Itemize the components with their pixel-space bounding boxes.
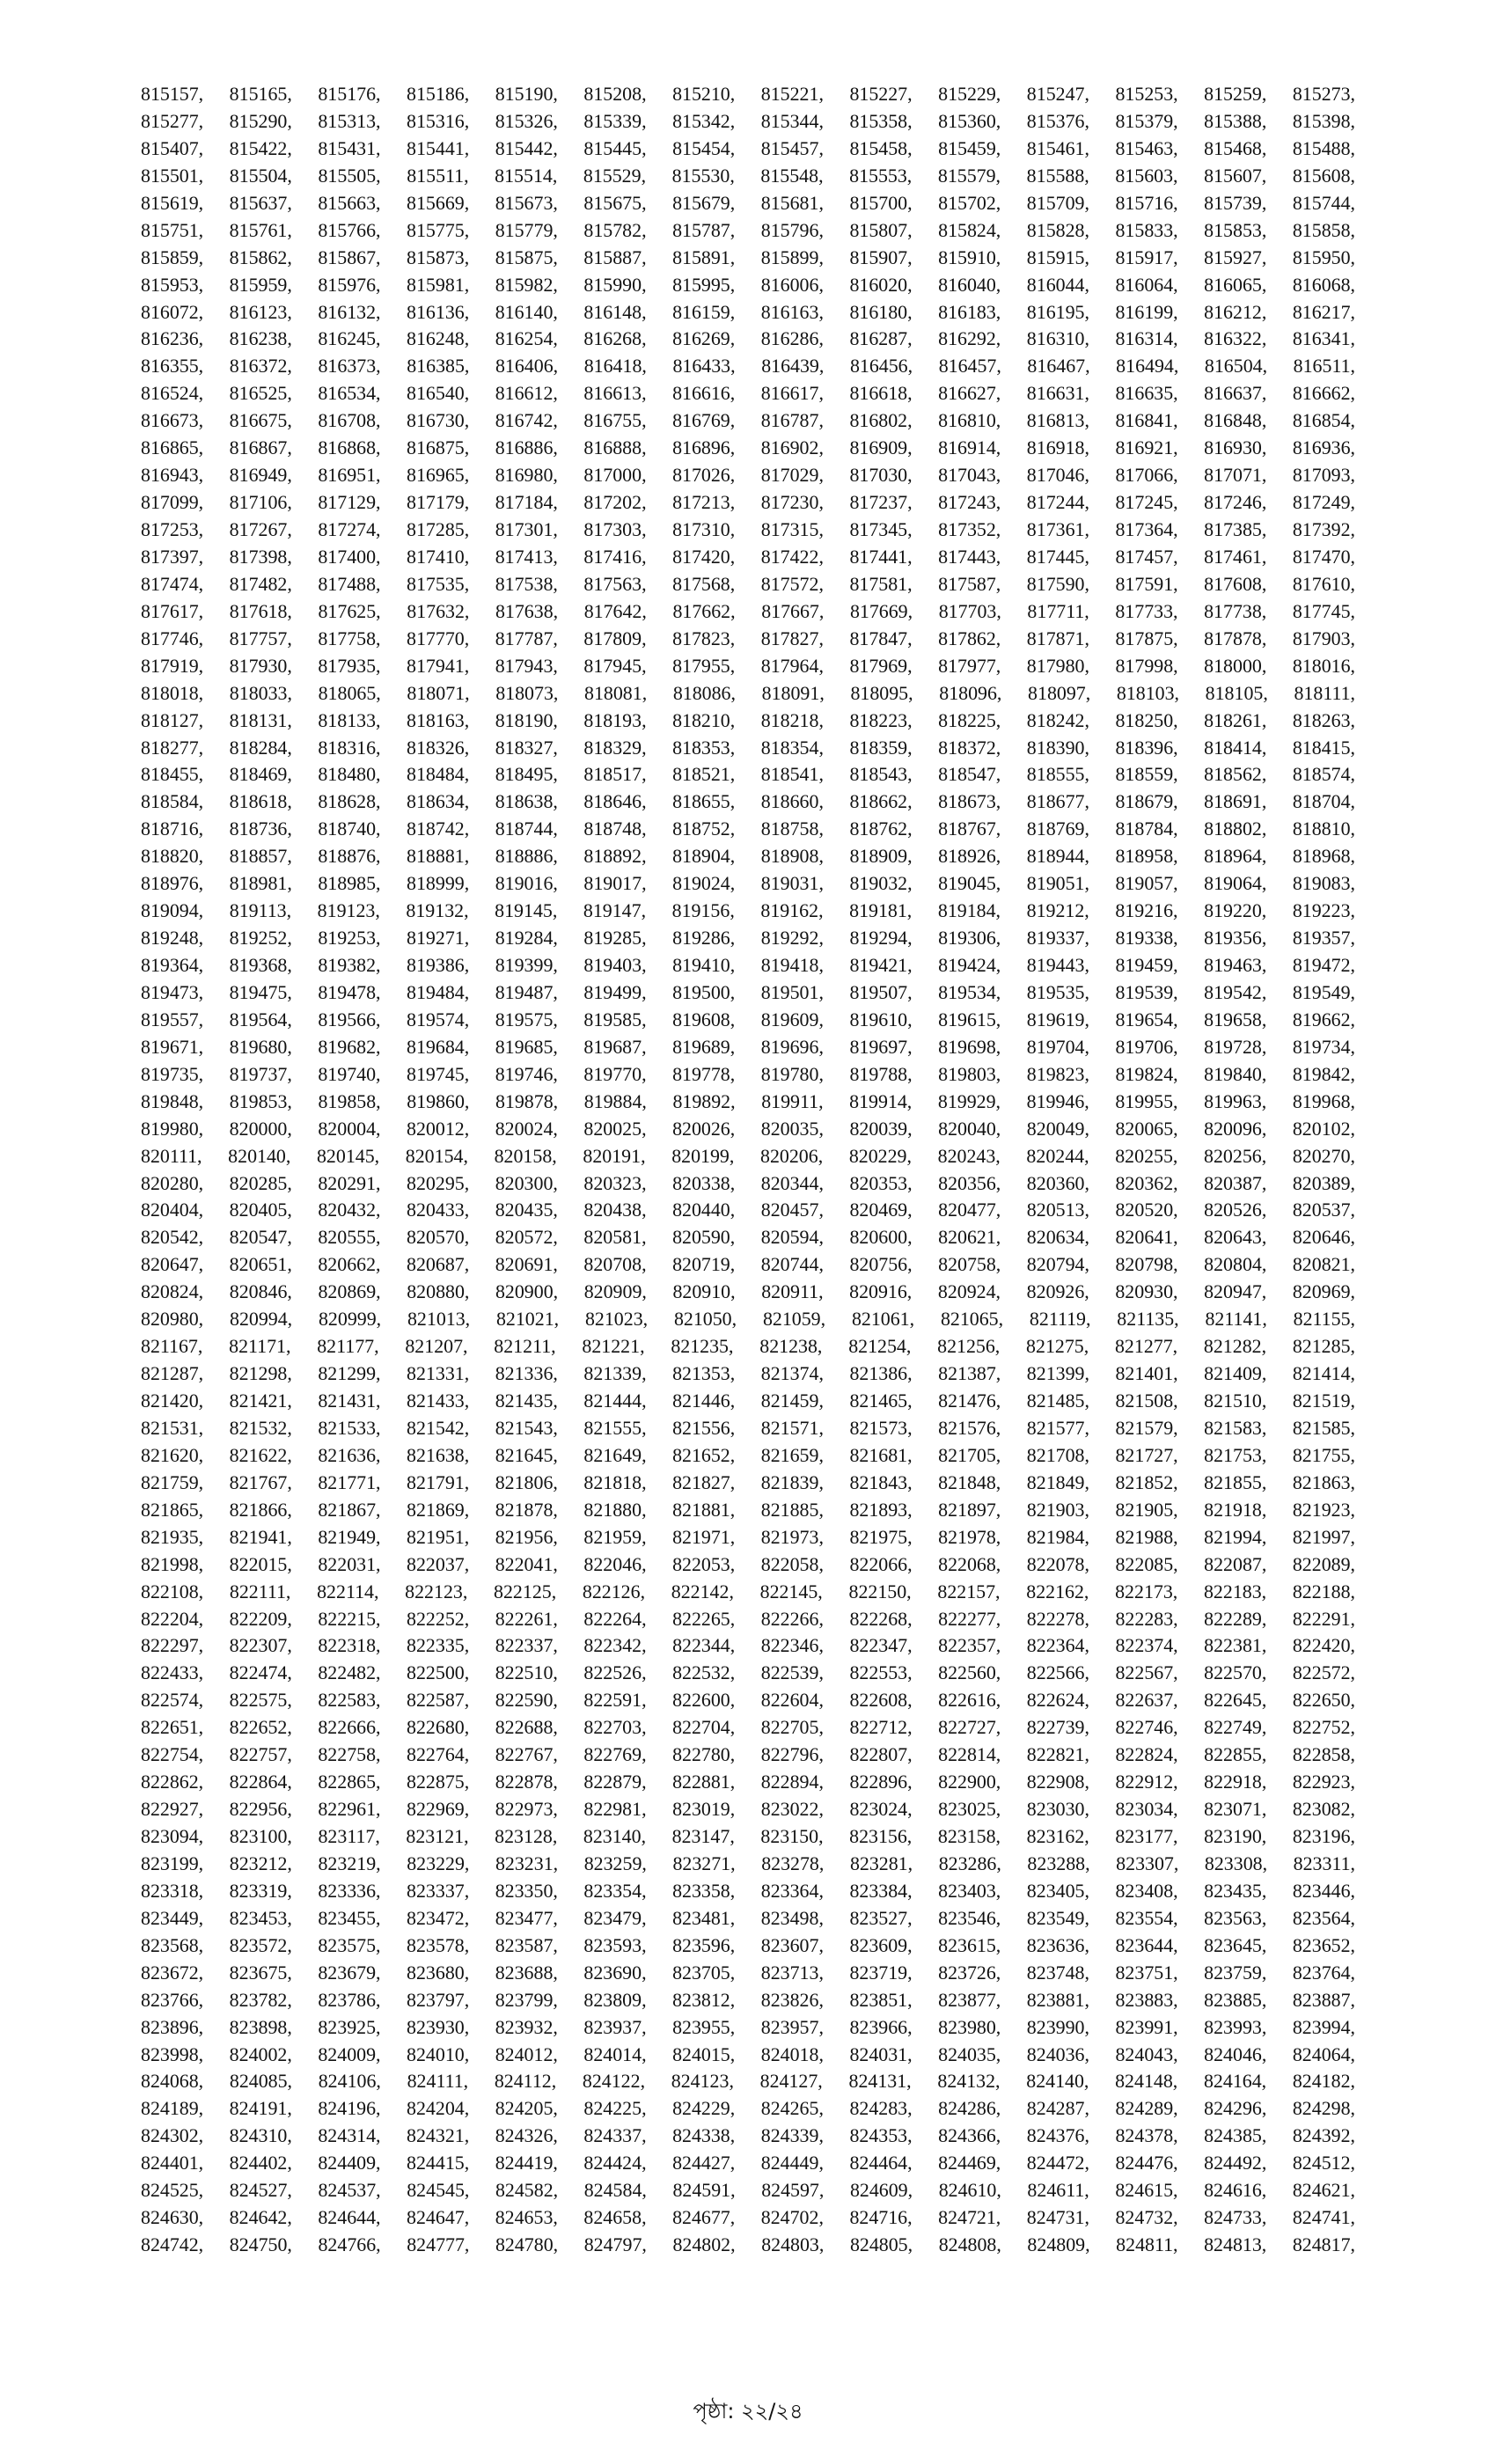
number-line: 815277, 815290, 815313, 815316, 815326, 815339, 815342, 815344, 815358, 815360, 815376, 815379, 815388, 815398, bbox=[141, 109, 1355, 132]
number-line: 821865, 821866, 821867, 821869, 821878, 821880, 821881, 821885, 821893, 821897, 821903, 821905, 821918, 821923, bbox=[141, 1498, 1355, 1521]
number-line: 822862, 822864, 822865, 822875, 822878, 822879, 822881, 822894, 822896, 822900, 822908, 822912, 822918, 822923, bbox=[141, 1771, 1355, 1793]
number-line: 818018, 818033, 818065, 818071, 818073, 818081, 818086, 818091, 818095, 818096, 818097, 818103, 818105, 818111, bbox=[141, 681, 1355, 704]
number-line: 818584, 818618, 818628, 818634, 818638, 818646, 818655, 818660, 818662, 818673, 818677, 818679, 818691, 818704, bbox=[141, 790, 1355, 813]
page-number: পৃষ্ঠা: ২২/২৪ bbox=[693, 2399, 803, 2424]
number-line: 815859, 815862, 815867, 815873, 815875, 815887, 815891, 815899, 815907, 815910, 815915, 815917, 815927, 815950, bbox=[141, 246, 1355, 268]
number-line: 819094, 819113, 819123, 819132, 819145, 819147, 819156, 819162, 819181, 819184, 819212, 819216, 819220, 819223, bbox=[141, 899, 1355, 922]
number-line: 816355, 816372, 816373, 816385, 816406, 816418, 816433, 816439, 816456, 816457, 816467, 816494, 816504, 816511, bbox=[141, 355, 1355, 378]
number-line: 823449, 823453, 823455, 823472, 823477, 823479, 823481, 823498, 823527, 823546, 823549, 823554, 823563, 823564, bbox=[141, 1906, 1355, 1929]
number-line: 822108, 822111, 822114, 822123, 822125, 822126, 822142, 822145, 822150, 822157, 822162, 822173, 822183, 822188, bbox=[141, 1580, 1355, 1602]
number-line: 816943, 816949, 816951, 816965, 816980, 817000, 817026, 817029, 817030, 817043, 817046, 817066, 817071, 817093, bbox=[141, 464, 1355, 487]
roll-number-list bbox=[141, 81, 1355, 2259]
number-line: 819364, 819368, 819382, 819386, 819399, 819403, 819410, 819418, 819421, 819424, 819443, 819459, 819463, 819472, bbox=[141, 954, 1355, 976]
number-line: 819557, 819564, 819566, 819574, 819575, 819585, 819608, 819609, 819610, 819615, 819619, 819654, 819658, 819662, bbox=[141, 1008, 1355, 1030]
number-line: 819848, 819853, 819858, 819860, 819878, 819884, 819892, 819911, 819914, 819929, 819946, 819955, 819963, 819968, bbox=[141, 1089, 1355, 1112]
number-line: 821167, 821171, 821177, 821207, 821211, 821221, 821235, 821238, 821254, 821256, 821275, 821277, 821282, 821285, bbox=[141, 1335, 1355, 1358]
number-line: 823998, 824002, 824009, 824010, 824012, 824014, 824015, 824018, 824031, 824035, 824036, 824043, 824046, 824064, bbox=[141, 2042, 1355, 2065]
number-line: 823568, 823572, 823575, 823578, 823587, 823593, 823596, 823607, 823609, 823615, 823636, 823644, 823645, 823652, bbox=[141, 1933, 1355, 1956]
number-line: 819980, 820000, 820004, 820012, 820024, 820025, 820026, 820035, 820039, 820040, 820049, 820065, 820096, 820102, bbox=[141, 1117, 1355, 1140]
number-line: 822754, 822757, 822758, 822764, 822767, 822769, 822780, 822796, 822807, 822814, 822821, 822824, 822855, 822858, bbox=[141, 1743, 1355, 1766]
number-line: 817099, 817106, 817129, 817179, 817184, 817202, 817213, 817230, 817237, 817243, 817244, 817245, 817246, 817249, bbox=[141, 491, 1355, 514]
number-line: 823199, 823212, 823219, 823229, 823231, 823259, 823271, 823278, 823281, 823286, 823288, 823307, 823308, 823311, bbox=[141, 1852, 1355, 1874]
number-line: 819735, 819737, 819740, 819745, 819746, 819770, 819778, 819780, 819788, 819803, 819823, 819824, 819840, 819842, bbox=[141, 1062, 1355, 1085]
number-line: 824525, 824527, 824537, 824545, 824582, 824584, 824591, 824597, 824609, 824610, 824611, 824615, 824616, 824621, bbox=[141, 2179, 1355, 2202]
number-line: 817746, 817757, 817758, 817770, 817787, 817809, 817823, 817827, 817847, 817862, 817871, 817875, 817878, 817903, bbox=[141, 627, 1355, 649]
number-line: 823766, 823782, 823786, 823797, 823799, 823809, 823812, 823826, 823851, 823877, 823881, 823883, 823885, 823887, bbox=[141, 1988, 1355, 2011]
number-line: 820824, 820846, 820869, 820880, 820900, 820909, 820910, 820911, 820916, 820924, 820926, 820930, 820947, 820969, bbox=[141, 1280, 1355, 1303]
number-line: 816673, 816675, 816708, 816730, 816742, 816755, 816769, 816787, 816802, 816810, 816813, 816841, 816848, 816854, bbox=[141, 409, 1355, 432]
number-line: 824068, 824085, 824106, 824111, 824112, 824122, 824123, 824127, 824131, 824132, 824140, 824148, 824164, 824182, bbox=[141, 2070, 1355, 2093]
number-line: 824401, 824402, 824409, 824415, 824419, 824424, 824427, 824449, 824464, 824469, 824472, 824476, 824492, 824512, bbox=[141, 2152, 1355, 2174]
number-line: 823672, 823675, 823679, 823680, 823688, 823690, 823705, 823713, 823719, 823726, 823748, 823751, 823759, 823764, bbox=[141, 1961, 1355, 1984]
number-line: 823094, 823100, 823117, 823121, 823128, 823140, 823147, 823150, 823156, 823158, 823162, 823177, 823190, 823196, bbox=[141, 1825, 1355, 1847]
number-line: 816524, 816525, 816534, 816540, 816612, 816613, 816616, 816617, 816618, 816627, 816631, 816635, 816637, 816662, bbox=[141, 382, 1355, 405]
number-line: 820647, 820651, 820662, 820687, 820691, 820708, 820719, 820744, 820756, 820758, 820794, 820798, 820804, 820821, bbox=[141, 1253, 1355, 1276]
number-line: 817919, 817930, 817935, 817941, 817943, 817945, 817955, 817964, 817969, 817977, 817980, 817998, 818000, 818016, bbox=[141, 654, 1355, 677]
number-line: 816072, 816123, 816132, 816136, 816140, 816148, 816159, 816163, 816180, 816183, 816195, 816199, 816212, 816217, bbox=[141, 300, 1355, 323]
number-line: 818976, 818981, 818985, 818999, 819016, 819017, 819024, 819031, 819032, 819045, 819051, 819057, 819064, 819083, bbox=[141, 872, 1355, 895]
number-line: 818820, 818857, 818876, 818881, 818886, 818892, 818904, 818908, 818909, 818926, 818944, 818958, 818964, 818968, bbox=[141, 845, 1355, 868]
number-line: 823896, 823898, 823925, 823930, 823932, 823937, 823955, 823957, 823966, 823980, 823990, 823991, 823993, 823994, bbox=[141, 2015, 1355, 2038]
number-line: 820404, 820405, 820432, 820433, 820435, 820438, 820440, 820457, 820469, 820477, 820513, 820520, 820526, 820537, bbox=[141, 1199, 1355, 1221]
number-line: 821287, 821298, 821299, 821331, 821336, 821339, 821353, 821374, 821386, 821387, 821399, 821401, 821409, 821414, bbox=[141, 1362, 1355, 1385]
number-line: 817474, 817482, 817488, 817535, 817538, 817563, 817568, 817572, 817581, 817587, 817590, 817591, 817608, 817610, bbox=[141, 572, 1355, 595]
number-line: 821620, 821622, 821636, 821638, 821645, 821649, 821652, 821659, 821681, 821705, 821708, 821727, 821753, 821755, bbox=[141, 1443, 1355, 1466]
number-line: 818127, 818131, 818133, 818163, 818190, 818193, 818210, 818218, 818223, 818225, 818242, 818250, 818261, 818263, bbox=[141, 708, 1355, 731]
number-line: 821420, 821421, 821431, 821433, 821435, 821444, 821446, 821459, 821465, 821476, 821485, 821508, 821510, 821519, bbox=[141, 1390, 1355, 1412]
number-line: 820111, 820140, 820145, 820154, 820158, 820191, 820199, 820206, 820229, 820243, 820244, 820255, 820256, 820270, bbox=[141, 1144, 1355, 1167]
number-line: 819473, 819475, 819478, 819484, 819487, 819499, 819500, 819501, 819507, 819534, 819535, 819539, 819542, 819549, bbox=[141, 980, 1355, 1003]
number-line: 822433, 822474, 822482, 822500, 822510, 822526, 822532, 822539, 822553, 822560, 822566, 822567, 822570, 822572, bbox=[141, 1661, 1355, 1684]
number-line: 821998, 822015, 822031, 822037, 822041, 822046, 822053, 822058, 822066, 822068, 822078, 822085, 822087, 822089, bbox=[141, 1552, 1355, 1575]
number-line: 821935, 821941, 821949, 821951, 821956, 821959, 821971, 821973, 821975, 821978, 821984, 821988, 821994, 821997, bbox=[141, 1525, 1355, 1548]
number-line: 819248, 819252, 819253, 819271, 819284, 819285, 819286, 819292, 819294, 819306, 819337, 819338, 819356, 819357, bbox=[141, 927, 1355, 950]
number-line: 818716, 818736, 818740, 818742, 818744, 818748, 818752, 818758, 818762, 818767, 818769, 818784, 818802, 818810, bbox=[141, 818, 1355, 840]
number-line: 822297, 822307, 822318, 822335, 822337, 822342, 822344, 822346, 822347, 822357, 822364, 822374, 822381, 822420, bbox=[141, 1634, 1355, 1657]
number-line: 824630, 824642, 824644, 824647, 824653, 824658, 824677, 824702, 824716, 824721, 824731, 824732, 824733, 824741, bbox=[141, 2206, 1355, 2229]
number-line: 816865, 816867, 816868, 816875, 816886, 816888, 816896, 816902, 816909, 816914, 816918, 816921, 816930, 816936, bbox=[141, 436, 1355, 459]
number-line: 820980, 820994, 820999, 821013, 821021, 821023, 821050, 821059, 821061, 821065, 821119, 821135, 821141, 821155, bbox=[141, 1308, 1355, 1331]
number-line: 815619, 815637, 815663, 815669, 815673, 815675, 815679, 815681, 815700, 815702, 815709, 815716, 815739, 815744, bbox=[141, 191, 1355, 214]
number-line: 818455, 818469, 818480, 818484, 818495, 818517, 818521, 818541, 818543, 818547, 818555, 818559, 818562, 818574, bbox=[141, 763, 1355, 786]
number-line: 818277, 818284, 818316, 818326, 818327, 818329, 818353, 818354, 818359, 818372, 818390, 818396, 818414, 818415, bbox=[141, 736, 1355, 759]
number-line: 816236, 816238, 816245, 816248, 816254, 816268, 816269, 816286, 816287, 816292, 816310, 816314, 816322, 816341, bbox=[141, 327, 1355, 350]
number-line: 817253, 817267, 817274, 817285, 817301, 817303, 817310, 817315, 817345, 817352, 817361, 817364, 817385, 817392, bbox=[141, 518, 1355, 540]
number-line: 815953, 815959, 815976, 815981, 815982, 815990, 815995, 816006, 816020, 816040, 816044, 816064, 816065, 816068, bbox=[141, 273, 1355, 296]
number-line: 815157, 815165, 815176, 815186, 815190, 815208, 815210, 815221, 815227, 815229, 815247, 815253, 815259, 815273, bbox=[141, 83, 1355, 105]
number-line: 824302, 824310, 824314, 824321, 824326, 824337, 824338, 824339, 824353, 824366, 824376, 824378, 824385, 824392, bbox=[141, 2124, 1355, 2147]
number-line: 820280, 820285, 820291, 820295, 820300, 820323, 820338, 820344, 820353, 820356, 820360, 820362, 820387, 820389, bbox=[141, 1171, 1355, 1194]
number-line: 824189, 824191, 824196, 824204, 824205, 824225, 824229, 824265, 824283, 824286, 824287, 824289, 824296, 824298, bbox=[141, 2097, 1355, 2120]
number-line: 819671, 819680, 819682, 819684, 819685, 819687, 819689, 819696, 819697, 819698, 819704, 819706, 819728, 819734, bbox=[141, 1035, 1355, 1058]
number-line: 815751, 815761, 815766, 815775, 815779, 815782, 815787, 815796, 815807, 815824, 815828, 815833, 815853, 815858, bbox=[141, 218, 1355, 241]
number-line: 822927, 822956, 822961, 822969, 822973, 822981, 823019, 823022, 823024, 823025, 823030, 823034, 823071, 823082, bbox=[141, 1798, 1355, 1821]
number-line: 820542, 820547, 820555, 820570, 820572, 820581, 820590, 820594, 820600, 820621, 820634, 820641, 820643, 820646, bbox=[141, 1226, 1355, 1249]
number-line: 815407, 815422, 815431, 815441, 815442, 815445, 815454, 815457, 815458, 815459, 815461, 815463, 815468, 815488, bbox=[141, 136, 1355, 159]
number-line: 824742, 824750, 824766, 824777, 824780, 824797, 824802, 824803, 824805, 824808, 824809, 824811, 824813, 824817, bbox=[141, 2233, 1355, 2256]
number-line: 817617, 817618, 817625, 817632, 817638, 817642, 817662, 817667, 817669, 817703, 817711, 817733, 817738, 817745, bbox=[141, 599, 1355, 622]
number-line: 823318, 823319, 823336, 823337, 823350, 823354, 823358, 823364, 823384, 823403, 823405, 823408, 823435, 823446, bbox=[141, 1879, 1355, 1902]
number-line: 815501, 815504, 815505, 815511, 815514, 815529, 815530, 815548, 815553, 815579, 815588, 815603, 815607, 815608, bbox=[141, 164, 1355, 187]
number-line: 821531, 821532, 821533, 821542, 821543, 821555, 821556, 821571, 821573, 821576, 821577, 821579, 821583, 821585, bbox=[141, 1416, 1355, 1439]
number-line: 821759, 821767, 821771, 821791, 821806, 821818, 821827, 821839, 821843, 821848, 821849, 821852, 821855, 821863, bbox=[141, 1470, 1355, 1493]
number-line: 822651, 822652, 822666, 822680, 822688, 822703, 822704, 822705, 822712, 822727, 822739, 822746, 822749, 822752, bbox=[141, 1716, 1355, 1739]
number-line: 817397, 817398, 817400, 817410, 817413, 817416, 817420, 817422, 817441, 817443, 817445, 817457, 817461, 817470, bbox=[141, 545, 1355, 568]
number-line: 822204, 822209, 822215, 822252, 822261, 822264, 822265, 822266, 822268, 822277, 822278, 822283, 822289, 822291, bbox=[141, 1607, 1355, 1630]
number-line: 822574, 822575, 822583, 822587, 822590, 822591, 822600, 822604, 822608, 822616, 822624, 822637, 822645, 822650, bbox=[141, 1689, 1355, 1712]
